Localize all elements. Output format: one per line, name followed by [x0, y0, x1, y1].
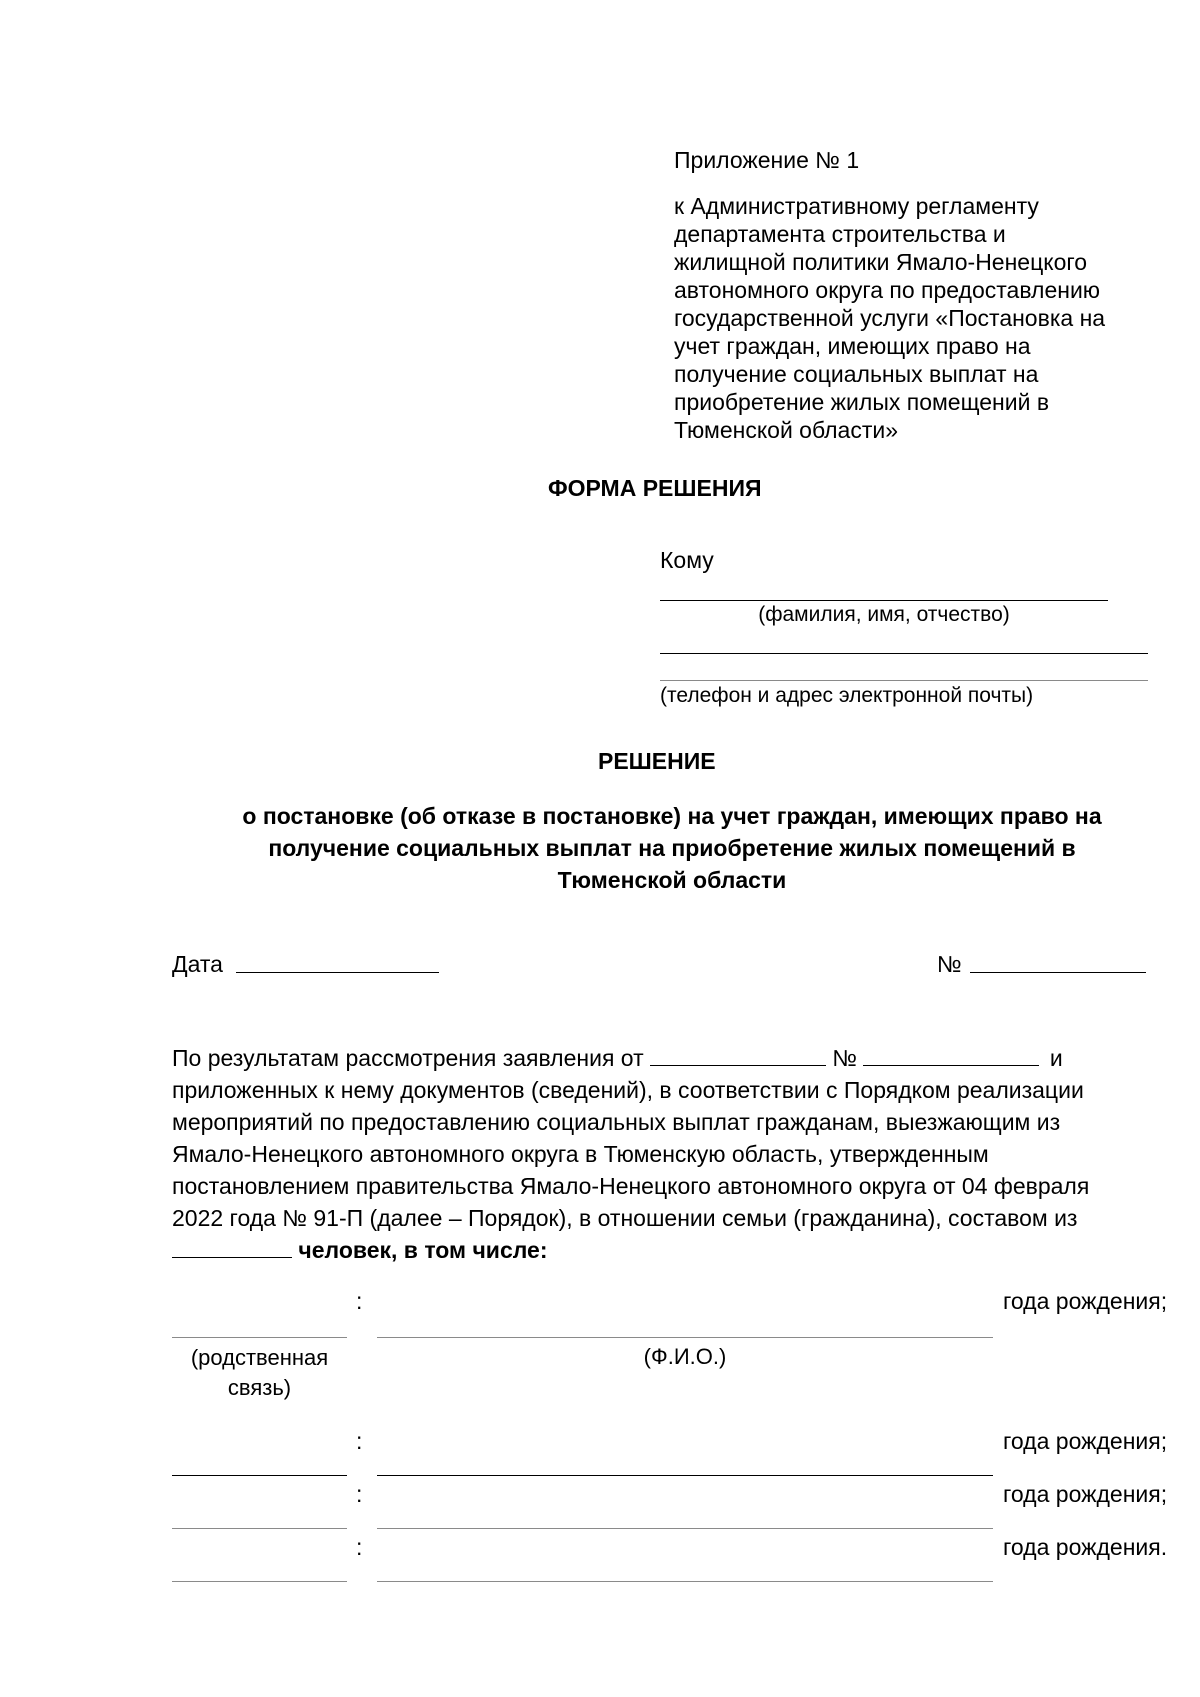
member-birth-suffix: года рождения;	[1003, 1428, 1168, 1454]
body-line: мероприятий по предоставлению социальных выплат гражданам, выезжающим из	[172, 1109, 1061, 1135]
body-line1-and: и	[1049, 1045, 1063, 1071]
body-last-bold: человек, в том числе:	[298, 1237, 548, 1263]
appendix-line: Тюменской области»	[674, 417, 899, 443]
relation-caption	[172, 1343, 347, 1403]
body-line-last	[172, 1234, 1172, 1266]
member-relation-line	[172, 1475, 347, 1476]
fio-caption: (Ф.И.О.)	[643, 1344, 727, 1369]
recipient-contact-underline	[660, 680, 1148, 681]
member-colon: :	[356, 1428, 363, 1454]
appendix-line: получение социальных выплат на	[674, 361, 1039, 387]
body-line: 2022 года № 91-П (далее – Порядок), в отношении семьи (гражданина), составом из	[172, 1205, 1078, 1231]
decision-title: РЕШЕНИЕ	[598, 748, 716, 774]
statement-number-field	[863, 1043, 1039, 1066]
body-line1-number: №	[832, 1045, 858, 1071]
date-field-line	[236, 972, 439, 973]
appendix-line: к Административному регламенту	[674, 193, 1039, 219]
member-birth-suffix: года рождения;	[1003, 1288, 1168, 1314]
member-relation-line	[172, 1337, 347, 1338]
decision-subtitle	[172, 800, 1172, 896]
member-count-field	[172, 1235, 292, 1258]
date-label: Дата	[172, 951, 223, 977]
statement-date-field	[650, 1043, 826, 1066]
member-fio-line	[377, 1581, 993, 1582]
form-title: ФОРМА РЕШЕНИЯ	[548, 475, 762, 501]
appendix-title: Приложение № 1	[674, 147, 860, 173]
decision-subtitle-line: получение социальных выплат на приобретение жилых помещений в	[268, 835, 1076, 861]
appendix-line: жилищной политики Ямало-Ненецкого	[674, 249, 1088, 275]
relation-caption-line: связь)	[227, 1375, 292, 1400]
appendix-line: государственной услуги «Постановка на	[674, 305, 1106, 331]
appendix-text	[674, 192, 1105, 444]
decision-subtitle-line: о постановке (об отказе в постановке) на учет граждан, имеющих право на	[242, 803, 1102, 829]
decision-subtitle-line: Тюменской области	[557, 867, 787, 893]
recipient-contact-caption: (телефон и адрес электронной почты)	[660, 684, 1034, 707]
recipient-fio-caption: (фамилия, имя, отчество)	[758, 603, 1010, 626]
body-paragraph	[172, 1042, 1172, 1266]
member-relation-line	[172, 1581, 347, 1582]
number-label: №	[937, 951, 962, 977]
member-colon: :	[356, 1534, 363, 1560]
recipient-label: Кому	[660, 547, 714, 573]
member-colon: :	[356, 1481, 363, 1507]
appendix-line: департамента строительства и	[674, 221, 1006, 247]
appendix-line: автономного округа по предоставлению	[674, 277, 1101, 303]
body-line: постановлением правительства Ямало-Ненецкого автономного округа от 04 февраля	[172, 1173, 1090, 1199]
recipient-contact-line	[660, 653, 1148, 654]
appendix-line: учет граждан, имеющих право на	[674, 333, 1031, 359]
body-line: приложенных к нему документов (сведений), в соответствии с Порядком реализации	[172, 1077, 1084, 1103]
member-birth-suffix: года рождения.	[1003, 1534, 1168, 1560]
body-line-1	[172, 1042, 1172, 1074]
body-line1-text: По результатам рассмотрения заявления от	[172, 1045, 644, 1071]
member-fio-line	[377, 1528, 993, 1529]
member-relation-line	[172, 1528, 347, 1529]
number-field-line	[970, 972, 1146, 973]
appendix-line: приобретение жилых помещений в	[674, 389, 1050, 415]
relation-caption-line: (родственная	[190, 1345, 329, 1370]
body-line: Ямало-Ненецкого автономного округа в Тюменскую область, утвержденным	[172, 1141, 989, 1167]
member-fio-line	[377, 1475, 993, 1476]
member-fio-line	[377, 1337, 993, 1338]
member-colon: :	[356, 1288, 363, 1314]
member-birth-suffix: года рождения;	[1003, 1481, 1168, 1507]
